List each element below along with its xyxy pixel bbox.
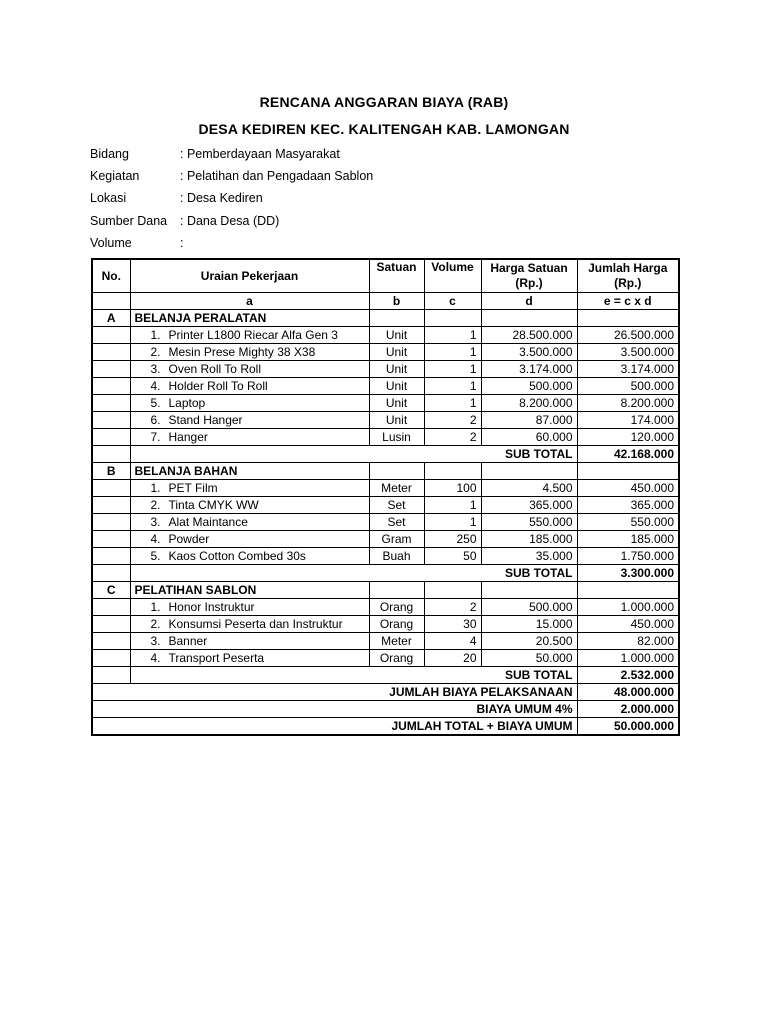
meta-row-volume — [90, 236, 490, 250]
empty-cell — [92, 565, 130, 582]
header-harga-satuan: Harga Satuan (Rp.) — [481, 259, 577, 293]
item-text: Honor Instruktur — [168, 599, 255, 614]
sub-header-d: d — [481, 293, 577, 310]
item-satuan: Set — [369, 514, 424, 531]
table-row — [92, 378, 679, 395]
document-subtitle: DESA KEDIREN KEC. KALITENGAH KAB. LAMONGAN — [198, 121, 570, 137]
total-value: 50.000.000 — [577, 718, 679, 736]
item-number: 4. — [150, 378, 161, 393]
rab-table — [91, 258, 680, 736]
header-volume: Volume — [424, 259, 481, 293]
empty-cell — [424, 463, 481, 480]
subtotal-value: 42.168.000 — [577, 446, 679, 463]
item-number: 3. — [150, 633, 161, 648]
empty-cell — [92, 361, 130, 378]
item-volume: 1 — [424, 344, 481, 361]
item-harga-satuan: 365.000 — [481, 497, 577, 514]
header-no: No. — [92, 259, 130, 293]
item-text: Tinta CMYK WW — [168, 497, 259, 512]
item-text: PET Film — [168, 480, 218, 495]
table-row — [92, 412, 679, 429]
sub-header-c: c — [424, 293, 481, 310]
item-text: Hanger — [168, 429, 208, 444]
table-row — [92, 361, 679, 378]
item-number: 6. — [150, 412, 161, 427]
item-description — [130, 548, 369, 565]
item-harga-satuan: 550.000 — [481, 514, 577, 531]
item-volume: 1 — [424, 497, 481, 514]
meta-value: : Pelatihan dan Pengadaan Sablon — [180, 169, 374, 183]
item-volume: 2 — [424, 599, 481, 616]
header-row — [92, 259, 679, 293]
subtotal-label: SUB TOTAL — [130, 446, 577, 463]
item-satuan: Meter — [369, 633, 424, 650]
item-jumlah-harga: 185.000 — [577, 531, 679, 548]
item-number: 1. — [150, 480, 161, 495]
item-jumlah-harga: 3.174.000 — [577, 361, 679, 378]
item-volume: 20 — [424, 650, 481, 667]
total-row — [92, 684, 679, 701]
item-harga-satuan: 3.500.000 — [481, 344, 577, 361]
item-text: Powder — [168, 531, 210, 546]
table-row — [92, 633, 679, 650]
empty-cell — [92, 327, 130, 344]
empty-cell — [92, 446, 130, 463]
item-harga-satuan: 8.200.000 — [481, 395, 577, 412]
item-volume: 2 — [424, 429, 481, 446]
item-number: 1. — [150, 327, 161, 342]
total-label: JUMLAH BIAYA PELAKSANAAN — [92, 684, 577, 701]
sub-header-row — [92, 293, 679, 310]
item-satuan: Orang — [369, 616, 424, 633]
empty-cell — [92, 480, 130, 497]
item-description — [130, 633, 369, 650]
item-harga-satuan: 3.174.000 — [481, 361, 577, 378]
meta-value: : Pemberdayaan Masyarakat — [180, 147, 340, 161]
item-jumlah-harga: 1.000.000 — [577, 599, 679, 616]
item-text: Konsumsi Peserta dan Instruktur — [168, 616, 343, 631]
meta-row-lokasi — [90, 191, 490, 205]
subtotal-row — [92, 446, 679, 463]
item-description — [130, 395, 369, 412]
section-letter: A — [92, 310, 130, 327]
item-description — [130, 514, 369, 531]
table-row — [92, 650, 679, 667]
item-volume: 1 — [424, 395, 481, 412]
empty-cell — [92, 616, 130, 633]
meta-row-kegiatan — [90, 169, 490, 183]
item-jumlah-harga: 1.750.000 — [577, 548, 679, 565]
item-description — [130, 480, 369, 497]
item-jumlah-harga: 3.500.000 — [577, 344, 679, 361]
item-number: 2. — [150, 616, 161, 631]
item-description — [130, 531, 369, 548]
item-jumlah-harga: 550.000 — [577, 514, 679, 531]
item-harga-satuan: 500.000 — [481, 378, 577, 395]
item-jumlah-harga: 26.500.000 — [577, 327, 679, 344]
meta-key: Sumber Dana — [90, 214, 168, 228]
subtotal-value: 2.532.000 — [577, 667, 679, 684]
item-text: Mesin Prese Mighty 38 X38 — [168, 344, 316, 359]
table-row — [92, 599, 679, 616]
empty-cell — [92, 650, 130, 667]
item-satuan: Unit — [369, 327, 424, 344]
item-number: 5. — [150, 548, 161, 563]
item-jumlah-harga: 450.000 — [577, 480, 679, 497]
item-jumlah-harga: 8.200.000 — [577, 395, 679, 412]
item-volume: 30 — [424, 616, 481, 633]
table-row — [92, 616, 679, 633]
item-description — [130, 378, 369, 395]
meta-key: Volume — [90, 236, 132, 250]
rab-table-body — [92, 310, 679, 736]
empty-cell — [424, 310, 481, 327]
empty-cell — [369, 582, 424, 599]
item-number: 3. — [150, 514, 161, 529]
empty-cell — [92, 395, 130, 412]
item-satuan: Unit — [369, 412, 424, 429]
item-satuan: Unit — [369, 344, 424, 361]
section-name: BELANJA BAHAN — [130, 463, 369, 480]
empty-cell — [92, 412, 130, 429]
item-jumlah-harga: 450.000 — [577, 616, 679, 633]
section-name: BELANJA PERALATAN — [130, 310, 369, 327]
empty-cell — [481, 582, 577, 599]
section-header-row — [92, 463, 679, 480]
document-title: RENCANA ANGGARAN BIAYA (RAB) — [259, 94, 509, 110]
empty-cell — [92, 429, 130, 446]
table-row — [92, 480, 679, 497]
item-volume: 50 — [424, 548, 481, 565]
empty-cell — [577, 463, 679, 480]
sub-header-a: a — [130, 293, 369, 310]
item-volume: 1 — [424, 378, 481, 395]
item-number: 7. — [150, 429, 161, 444]
item-satuan: Unit — [369, 361, 424, 378]
item-satuan: Unit — [369, 378, 424, 395]
item-satuan: Buah — [369, 548, 424, 565]
subtotal-row — [92, 667, 679, 684]
item-number: 5. — [150, 395, 161, 410]
section-header-row — [92, 310, 679, 327]
meta-key: Lokasi — [90, 191, 127, 205]
empty-cell — [481, 463, 577, 480]
item-satuan: Set — [369, 497, 424, 514]
empty-cell — [369, 463, 424, 480]
item-number: 4. — [150, 531, 161, 546]
header-jumlah-harga: Jumlah Harga (Rp.) — [577, 259, 679, 293]
item-volume: 1 — [424, 514, 481, 531]
empty-cell — [481, 310, 577, 327]
item-harga-satuan: 185.000 — [481, 531, 577, 548]
meta-row-bidang — [90, 147, 490, 161]
item-jumlah-harga: 120.000 — [577, 429, 679, 446]
subtotal-label: SUB TOTAL — [130, 565, 577, 582]
empty-cell — [92, 531, 130, 548]
item-description — [130, 650, 369, 667]
item-satuan: Meter — [369, 480, 424, 497]
empty-cell — [92, 514, 130, 531]
meta-value: : — [180, 236, 184, 250]
table-row — [92, 395, 679, 412]
item-number: 1. — [150, 599, 161, 614]
section-header-row — [92, 582, 679, 599]
empty-cell — [92, 378, 130, 395]
item-harga-satuan: 50.000 — [481, 650, 577, 667]
section-name: PELATIHAN SABLON — [130, 582, 369, 599]
item-volume: 1 — [424, 327, 481, 344]
item-jumlah-harga: 365.000 — [577, 497, 679, 514]
table-row — [92, 497, 679, 514]
item-text: Holder Roll To Roll — [168, 378, 268, 393]
section-letter: C — [92, 582, 130, 599]
table-row — [92, 344, 679, 361]
empty-cell — [92, 497, 130, 514]
empty-cell — [92, 667, 130, 684]
item-satuan: Unit — [369, 395, 424, 412]
empty-cell — [92, 599, 130, 616]
item-volume: 250 — [424, 531, 481, 548]
sub-header-b: b — [369, 293, 424, 310]
item-harga-satuan: 15.000 — [481, 616, 577, 633]
item-harga-satuan: 60.000 — [481, 429, 577, 446]
empty-cell — [577, 582, 679, 599]
item-number: 4. — [150, 650, 161, 665]
item-harga-satuan: 20.500 — [481, 633, 577, 650]
empty-cell — [92, 344, 130, 361]
table-row — [92, 531, 679, 548]
item-description — [130, 599, 369, 616]
item-description — [130, 412, 369, 429]
item-description — [130, 616, 369, 633]
meta-key: Kegiatan — [90, 169, 140, 183]
item-satuan: Orang — [369, 650, 424, 667]
total-row — [92, 718, 679, 736]
table-row — [92, 514, 679, 531]
item-number: 2. — [150, 344, 161, 359]
meta-value: : Dana Desa (DD) — [180, 214, 280, 228]
meta-row-sumber-dana — [90, 214, 490, 228]
item-text: Kaos Cotton Combed 30s — [168, 548, 306, 563]
item-jumlah-harga: 174.000 — [577, 412, 679, 429]
table-row — [92, 548, 679, 565]
subtotal-value: 3.300.000 — [577, 565, 679, 582]
total-label: JUMLAH TOTAL + BIAYA UMUM — [92, 718, 577, 736]
item-text: Laptop — [168, 395, 206, 410]
header-satuan: Satuan — [369, 259, 424, 293]
item-text: Alat Maintance — [168, 514, 248, 529]
item-number: 2. — [150, 497, 161, 512]
total-value: 48.000.000 — [577, 684, 679, 701]
meta-key: Bidang — [90, 147, 129, 161]
item-text: Banner — [168, 633, 208, 648]
empty-cell — [92, 548, 130, 565]
item-satuan: Gram — [369, 531, 424, 548]
item-text: Oven Roll To Roll — [168, 361, 261, 376]
total-row — [92, 701, 679, 718]
item-jumlah-harga: 82.000 — [577, 633, 679, 650]
empty-cell — [577, 310, 679, 327]
item-volume: 2 — [424, 412, 481, 429]
item-number: 3. — [150, 361, 161, 376]
item-satuan: Orang — [369, 599, 424, 616]
empty-cell — [369, 310, 424, 327]
item-volume: 4 — [424, 633, 481, 650]
item-harga-satuan: 87.000 — [481, 412, 577, 429]
table-row — [92, 429, 679, 446]
item-text: Stand Hanger — [168, 412, 243, 427]
empty-cell — [92, 633, 130, 650]
item-text: Printer L1800 Riecar Alfa Gen 3 — [168, 327, 338, 342]
item-harga-satuan: 28.500.000 — [481, 327, 577, 344]
meta-value: : Desa Kediren — [180, 191, 263, 205]
item-description — [130, 327, 369, 344]
subtotal-label: SUB TOTAL — [130, 667, 577, 684]
item-jumlah-harga: 1.000.000 — [577, 650, 679, 667]
item-jumlah-harga: 500.000 — [577, 378, 679, 395]
sub-header-blank — [92, 293, 130, 310]
item-harga-satuan: 500.000 — [481, 599, 577, 616]
item-description — [130, 497, 369, 514]
item-description — [130, 361, 369, 378]
total-label: BIAYA UMUM 4% — [92, 701, 577, 718]
sub-header-e: e = c x d — [577, 293, 679, 310]
item-satuan: Lusin — [369, 429, 424, 446]
header-uraian: Uraian Pekerjaan — [130, 259, 369, 293]
item-volume: 100 — [424, 480, 481, 497]
item-volume: 1 — [424, 361, 481, 378]
item-harga-satuan: 35.000 — [481, 548, 577, 565]
item-description — [130, 344, 369, 361]
subtotal-row — [92, 565, 679, 582]
table-row — [92, 327, 679, 344]
item-harga-satuan: 4.500 — [481, 480, 577, 497]
item-text: Transport Peserta — [168, 650, 265, 665]
total-value: 2.000.000 — [577, 701, 679, 718]
item-description — [130, 429, 369, 446]
section-letter: B — [92, 463, 130, 480]
empty-cell — [424, 582, 481, 599]
